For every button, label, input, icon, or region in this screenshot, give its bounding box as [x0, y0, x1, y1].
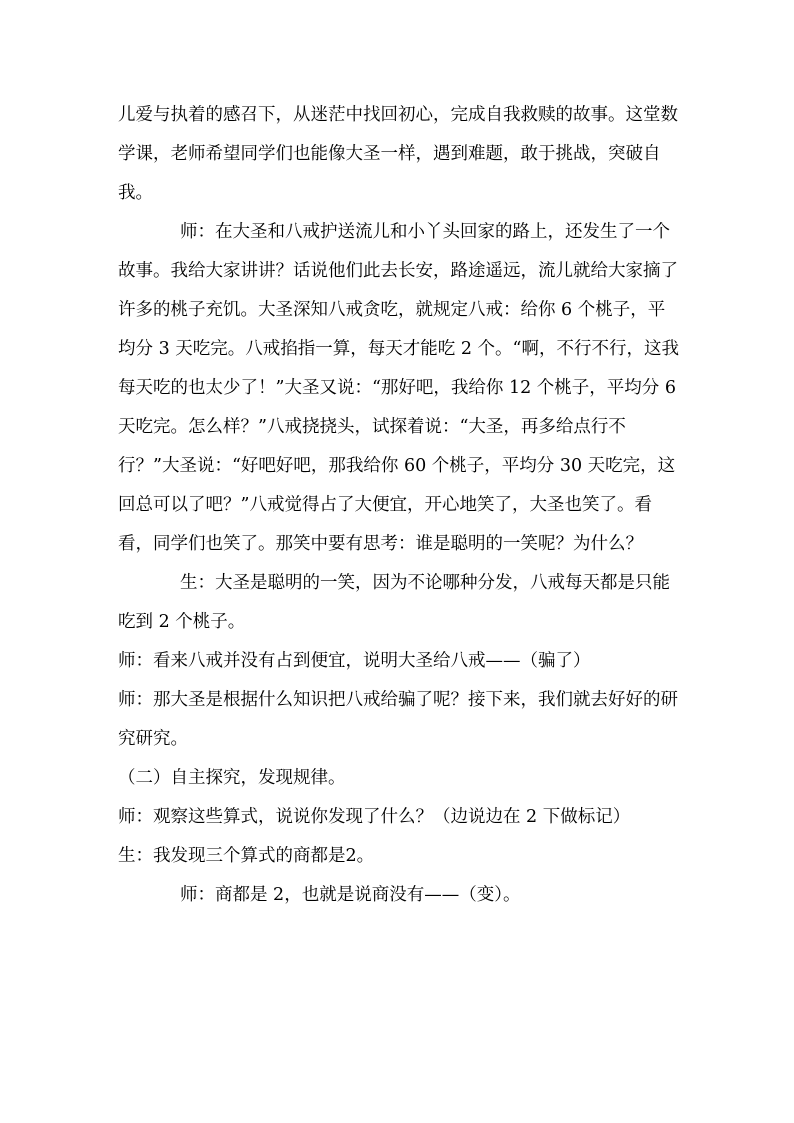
paragraph-student-answer: 生：大圣是聪明的一笑，因为不论哪种分发，八戒每天都是只能吃到 2 个桃子。	[118, 573, 670, 632]
document-body	[118, 96, 680, 915]
paragraph-student-quotient: 生：我发现三个算式的商都是2。	[118, 846, 375, 866]
paragraph-teacher-research: 师：那大圣是根据什么知识把八戒给骗了呢？接下来，我们就去好好的研究研究。	[118, 690, 678, 749]
paragraph-teacher-unchanged: 师：商都是 2，也就是说商没有——（变）。	[180, 885, 521, 905]
paragraph-teacher-observe: 师：观察这些算式，说说你发现了什么？（边说边在 2 下做标记）	[118, 807, 631, 827]
paragraph-intro-continuation: 儿爱与执着的感召下，从迷茫中找回初心，完成自我救赎的故事。这堂数学课，老师希望同学们也能像大圣一样，遇到难题，敢于挑战，突破自我。	[118, 105, 678, 203]
paragraph-teacher-cheated: 师：看来八戒并没有占到便宜，说明大圣给八戒——（骗了）	[118, 651, 591, 671]
paragraph-teacher-story: 师：在大圣和八戒护送流儿和小丫头回家的路上，还发生了一个故事。我给大家讲讲？话说他们此去长安，路途遥远，流儿就给大家摘了许多的桃子充饥。大圣深知八戒贪吃，就规定八戒：给你 6 个桃子，平均分 3 天吃完。八戒掐指一算，每天才能吃 2 个。“啊，不行不行，这我每天吃的也太少了！”大圣又说：“那好吧，我给你 12 个桃子，平均分 6 天吃完。怎么样？”八戒挠挠头，试探着说：“大圣，再多给点行不行？”大圣说：“好吧好吧，那我给你 60 个桃子，平均分 30 天吃完，这回总可以了吧？”八戒觉得占了大便宜，开心地笑了，大圣也笑了。看看，同学们也笑了。那笑中要有思考：谁是聪明的一笑呢？为什么？	[118, 222, 679, 554]
section-heading-explore: （二）自主探究，发现规律。	[118, 768, 346, 788]
